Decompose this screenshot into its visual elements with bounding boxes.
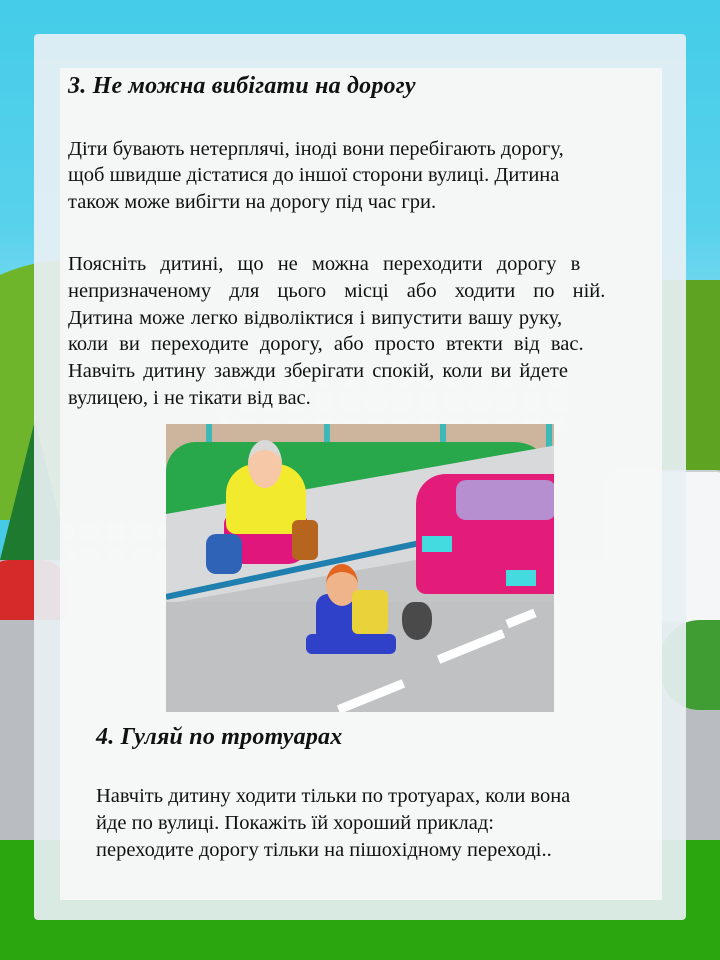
text-line: Навчіть дитину ходити тільки по тротуарах, коли вона [96,785,571,807]
text-line: також може вибігти на дорогу під час гри. [68,191,437,213]
illustration-car-headlight [506,570,536,586]
text-line: непризначеному для цього місці або ходити по ній. [68,280,606,302]
text-line: Дитина може легко відволіктися і випустити вашу руку, [68,307,563,329]
illustration-trash-bag [402,602,432,640]
text-line: Діти бувають нетерплячі, іноді вони перебігають дорогу, [68,138,564,160]
illustration-grandmother-head [248,440,282,488]
text-line: Поясніть дитині, що не можна переходити дорогу в [68,253,581,275]
section-3-heading: 3. Не можна вибігати на дорогу [68,73,416,99]
text-line: переходите дорогу тільки на пішохідному переході.. [96,839,552,861]
section-4-heading: 4. Гуляй по тротуарах [96,724,343,750]
illustration-car-windshield [456,480,554,520]
illustration-brown-bag [292,520,318,560]
illustration-boy-running-across-road [166,424,554,712]
text-line: вулицею, і не тікати від вас. [68,387,311,409]
text-line: йде по вулиці. Покажіть їй хороший приклад: [96,812,494,834]
text-line: щоб швидше дістатися до іншої сторони вулиці. Дитина [68,164,560,186]
illustration-backpack [352,590,388,634]
text-line: коли ви переходите дорогу, або просто втекти від вас. [68,333,584,355]
illustration-car-headlight [422,536,452,552]
text-line: Навчіть дитину завжди зберігати спокій, коли ви йдете [68,360,568,382]
illustration-blue-bag [206,534,242,574]
